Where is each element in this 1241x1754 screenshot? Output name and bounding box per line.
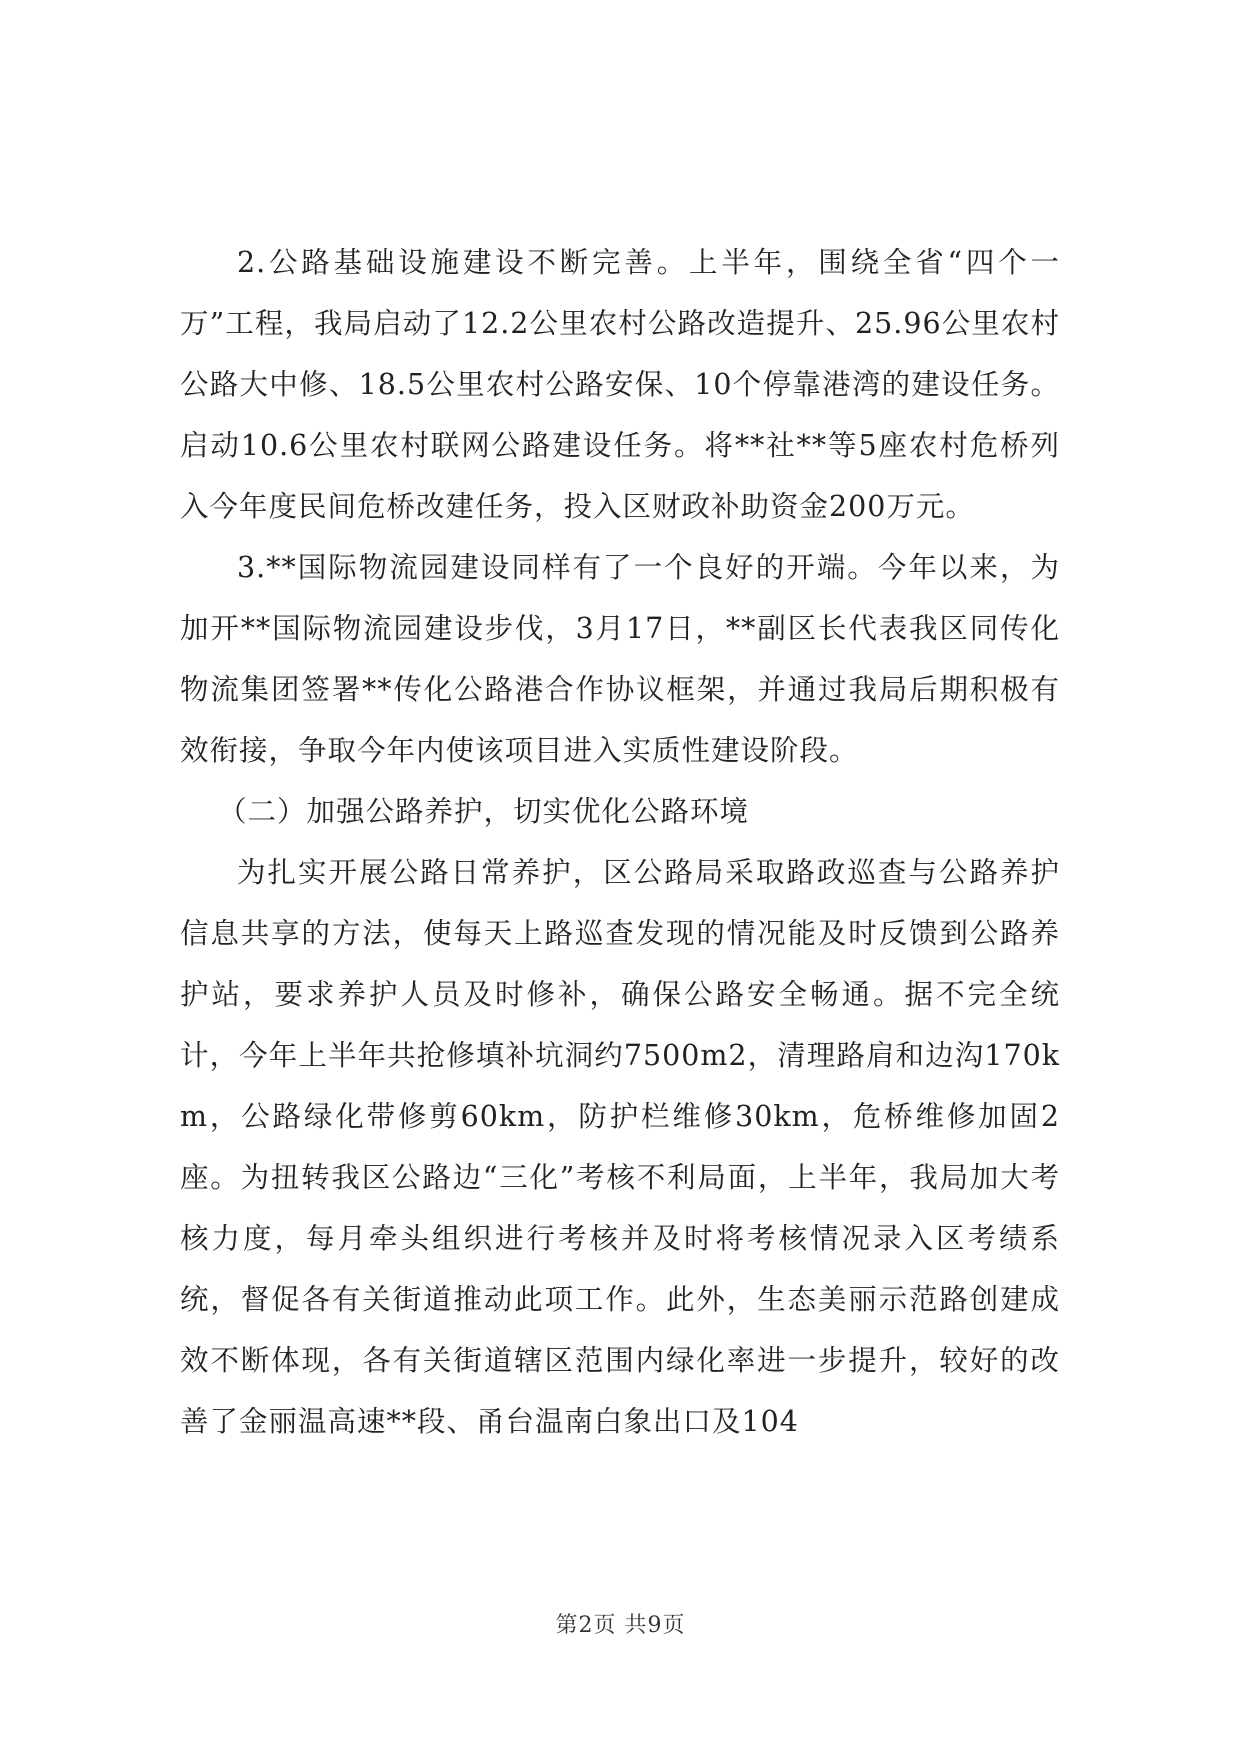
paragraph-infrastructure: 2.公路基础设施建设不断完善。上半年，围绕全省“四个一万”工程，我局启动了12.2公里农村公路改造提升、25.96公里农村公路大中修、18.5公里农村公路安保、10个停靠港湾的建设任务。启动10.6公里农村联网公路建设任务。将**社**等5座农村危桥列入今年度民间危桥改建任务，投入区财政补助资金200万元。 <box>180 246 1060 523</box>
paragraph-road-maintenance: 为扎实开展公路日常养护，区公路局采取路政巡查与公路养护信息共享的方法，使每天上路巡查发现的情况能及时反馈到公路养护站，要求养护人员及时修补，确保公路安全畅通。据不完全统计，今年上半年共抢修填补坑洞约7500m2，清理路肩和边沟170km，公路绿化带修剪60km，防护栏维修30km，危桥维修加固2座。为扭转我区公路边“三化”考核不利局面，上半年，我局加大考核力度，每月牵头组织进行考核并及时将考核情况录入区考绩系统，督促各有关街道推动此项工作。此外，生态美丽示范路创建成效不断体现，各有关街道辖区范围内绿化率进一步提升，较好的改善了金丽温高速**段、甬台温南白象出口及104 <box>180 856 1060 1438</box>
section-heading: （二）加强公路养护，切实优化公路环境 <box>218 795 750 828</box>
page-number-footer: 第2页 共9页 <box>555 1613 686 1638</box>
document-body <box>180 232 1060 1452</box>
paragraph-logistics-park: 3.**国际物流园建设同样有了一个良好的开端。今年以来，为加开**国际物流园建设步伐，3月17日，**副区长代表我区同传化物流集团签署**传化公路港合作协议框架，并通过我局后期积极有效衔接，争取今年内使该项目进入实质性建设阶段。 <box>180 551 1060 767</box>
